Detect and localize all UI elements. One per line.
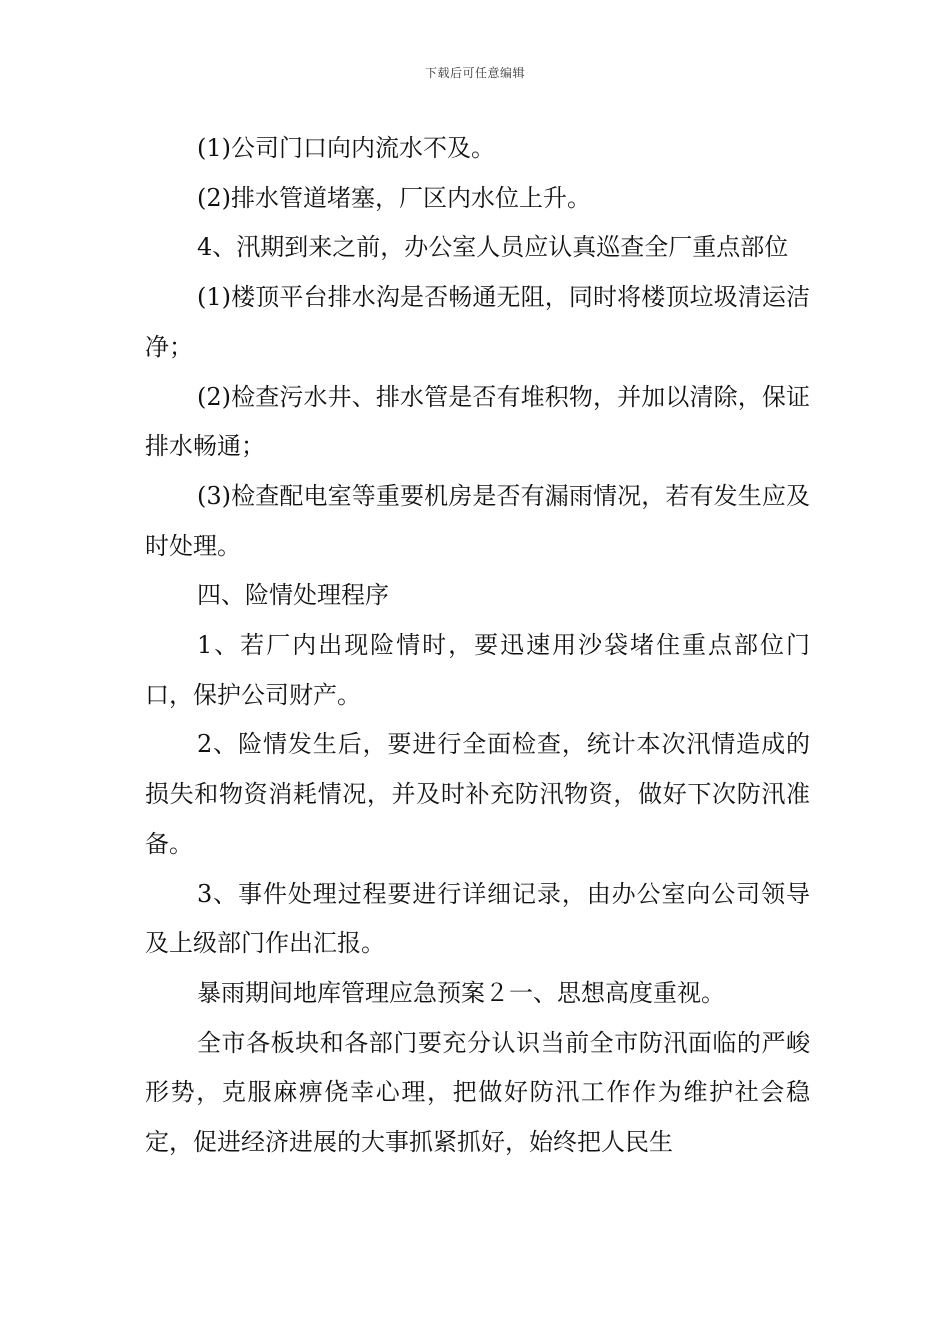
section-heading: 四、险情处理程序: [197, 581, 389, 610]
paragraph-1: (1)公司门口向内流水不及。: [197, 134, 495, 162]
paragraph-11: 全市各板块和各部门要充分认识当前全市防汛面临的严峻形势，克服麻痹侥幸心理，把做好防汛工作作为维护社会稳定，促进经济进展的大事抓紧抓好，始终把人民生: [145, 1028, 810, 1157]
paragraph-9: 3、事件处理过程要进行详细记录，由办公室向公司领导及上级部门作出汇报。: [145, 879, 810, 958]
paragraph-10: 暴雨期间地库管理应急预案２一、思想高度重视。: [197, 978, 725, 1007]
document-body: [145, 124, 810, 1168]
paragraph-7: 1、若厂内出现险情时，要迅速用沙袋堵住重点部位门口，保护公司财产。: [145, 631, 810, 709]
paragraph-6: (3)检查配电室等重要机房是否有漏雨情况，若有发生应及时处理。: [145, 481, 810, 560]
page-header: 下载后可任意编辑: [424, 66, 525, 80]
paragraph-4: (1)楼顶平台排水沟是否畅通无阻，同时将楼顶垃圾清运洁净；: [145, 283, 810, 361]
paragraph-3: 4、汛期到来之前，办公室人员应认真巡查全厂重点部位: [197, 233, 789, 262]
paragraph-5: (2)检查污水井、排水管是否有堆积物，并加以清除，保证排水畅通；: [145, 382, 810, 461]
paragraph-8: 2、险情发生后，要进行全面检查，统计本次汛情造成的损失和物资消耗情况，并及时补充防汛物资，做好下次防汛准备。: [145, 730, 810, 858]
paragraph-2: (2)排水管道堵塞，厂区内水位上升。: [197, 183, 591, 212]
